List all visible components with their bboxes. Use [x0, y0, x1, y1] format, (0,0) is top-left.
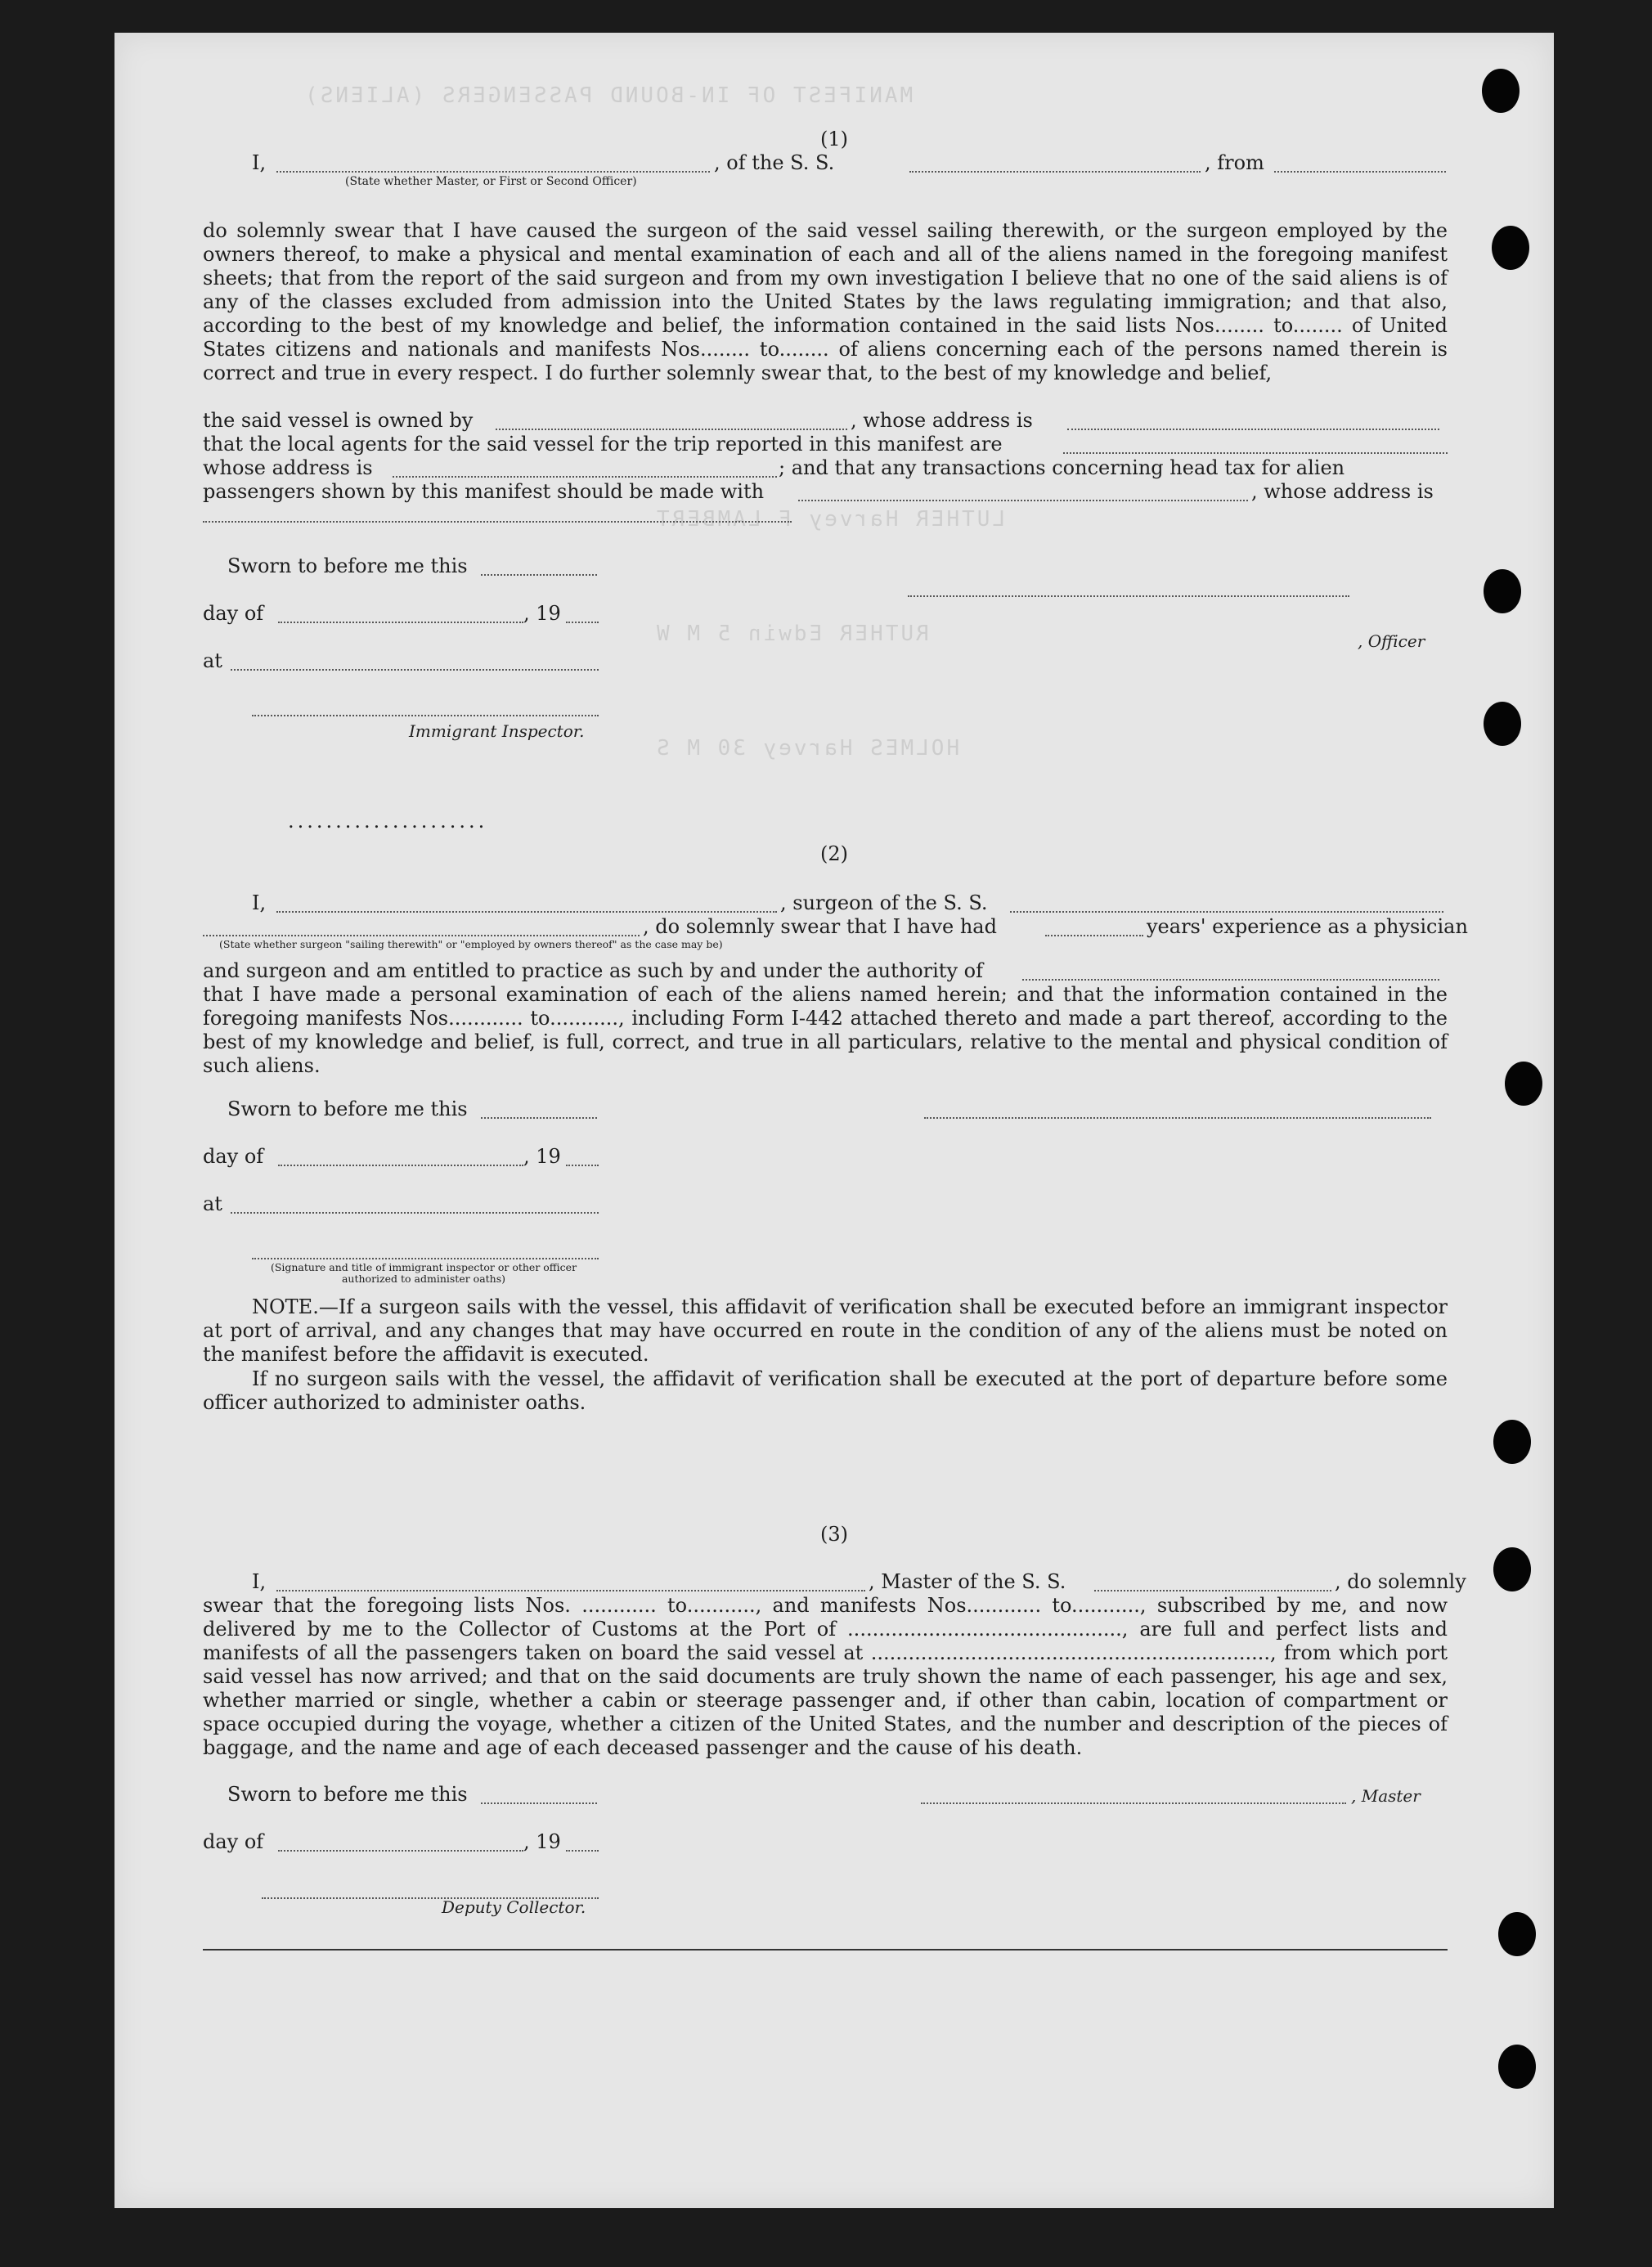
label-passengers: passengers shown by this manifest should be made with — [203, 480, 765, 503]
label-i: I, — [252, 891, 267, 914]
punch-hole — [1505, 1062, 1542, 1106]
label-transactions: ; and that any transactions concerning head tax for alien — [779, 456, 1345, 479]
authority-field[interactable] — [1022, 964, 1439, 981]
label-of-ss: , of the S. S. — [714, 151, 835, 174]
punch-hole — [1484, 702, 1521, 746]
label-day-of: day of — [203, 602, 264, 625]
label-year: , 19 — [523, 1145, 561, 1168]
bleed-through-text: MANIFEST OF IN-BOUND PASSENGERS (ALIENS) — [303, 83, 914, 108]
section-number: (3) — [820, 1523, 848, 1546]
owner-lines — [114, 409, 1554, 507]
section-1-jurat — [114, 554, 1554, 741]
inspector-signature-field[interactable] — [252, 700, 599, 716]
label-authority: and surgeon and am entitled to practice as such by and under the authority of — [203, 959, 983, 982]
bottom-rule — [203, 1949, 1448, 1951]
section-1-first-line — [114, 151, 1554, 200]
label-agent-address: whose address is — [203, 456, 373, 479]
bleed-through-text: LUTHER Harvey F LAMBERT — [654, 507, 1006, 532]
note-paragraph-2: If no surgeon sails with the vessel, the affidavit of verification shall be executed at the port of departure before some officer authorized to administer oaths. — [203, 1367, 1448, 1414]
master-name-field[interactable] — [276, 1575, 865, 1591]
sworn-year-field[interactable] — [566, 1150, 599, 1166]
officer-signature-field[interactable] — [908, 581, 1349, 597]
punch-hole — [1493, 1547, 1531, 1591]
label-years-experience: years' experience as a physician — [1147, 915, 1468, 938]
sworn-day-field[interactable] — [481, 1788, 597, 1804]
punch-hole — [1493, 1420, 1531, 1464]
label-master-of-ss: , Master of the S. S. — [869, 1570, 1066, 1593]
label-do-solemnly: , do solemnly — [1335, 1570, 1466, 1593]
agent-address-field[interactable] — [393, 461, 777, 478]
punch-hole — [1498, 2045, 1536, 2089]
master-signature-field[interactable] — [921, 1788, 1346, 1804]
master-vessel-field[interactable] — [1094, 1575, 1331, 1591]
sworn-month-field[interactable] — [278, 1150, 523, 1166]
vessel-name-field[interactable] — [909, 156, 1201, 173]
section-2-first-lines — [114, 891, 1554, 957]
label-at: at — [203, 1192, 222, 1215]
form-page — [114, 33, 1554, 2208]
inspector-signature-field[interactable] — [252, 1243, 599, 1259]
label-i: I, — [252, 151, 267, 174]
head-tax-address-field[interactable] — [203, 506, 792, 523]
bleed-through-text: RUTHER Edwin 5 M W — [654, 622, 929, 646]
label-local-agents: that the local agents for the said vessel for the trip reported in this manifest are — [203, 433, 1003, 456]
officer-caption: (State whether Master, or First or Second Officer) — [345, 175, 637, 188]
officer-name-field[interactable] — [276, 156, 710, 173]
from-port-field[interactable] — [1274, 156, 1446, 173]
note-paragraph-1: NOTE.—If a surgeon sails with the vessel, this affidavit of verification shall be executed before an immigrant inspector at port of arrival, and any changes that may have occurred en route in the condition of any of the aliens must be noted on the manifest before the affidavit is executed. — [203, 1295, 1448, 1366]
label-day-of: day of — [203, 1145, 264, 1168]
sworn-year-field[interactable] — [566, 1835, 599, 1852]
section-number: (2) — [820, 842, 848, 865]
label-day-of: day of — [203, 1830, 264, 1853]
punch-hole — [1484, 569, 1521, 613]
label-surgeon-of-ss: , surgeon of the S. S. — [780, 891, 988, 914]
years-experience-field[interactable] — [1045, 920, 1143, 936]
sworn-month-field[interactable] — [278, 607, 523, 623]
label-year: , 19 — [523, 1830, 561, 1853]
label-i: I, — [252, 1570, 267, 1593]
punch-hole — [1498, 1912, 1536, 1956]
label-deputy-collector: Deputy Collector. — [442, 1897, 586, 1917]
sworn-year-field[interactable] — [566, 607, 599, 623]
surgeon-caption: (State whether surgeon "sailing therewith" or "employed by owners thereof" as the case may be) — [219, 938, 723, 950]
authority-line — [114, 959, 1554, 984]
oath-paragraph-3: swear that the foregoing lists Nos. ............ to..........., and manifests Nos............ to..........., subscribed by me, and now delivered by me to the Collector of Customs at the Port of ............................................, are full and perfect lists and manifests of all the passengers taken on board the said vessel at ................................................................, from which port said vessel has now arrived; and that on the said documents are truly shown the name of each passenger, his age and sex, whether married or single, whether a cabin or steerage passenger and, if other than cabin, location of compartment or space occupied during the voyage, whether a citizen of the United States, and the number and description of the pieces of baggage, and the name and age of each deceased passenger and the cause of his death. — [203, 1594, 1448, 1759]
surgeon-name-field[interactable] — [276, 896, 777, 913]
section-number: (1) — [820, 128, 848, 150]
punch-hole — [1482, 69, 1520, 113]
label-whose-address-2: , whose address is — [1251, 480, 1434, 503]
section-2 — [114, 842, 1554, 866]
decorative-dot-leader: ..................... — [288, 810, 488, 833]
surgeon-type-field[interactable] — [203, 920, 640, 936]
label-officer: , Officer — [1358, 631, 1425, 651]
label-whose-address: , whose address is — [851, 409, 1033, 432]
section-3 — [114, 1523, 1554, 1546]
bleed-through-text: HOLMES Harvey 30 M S — [654, 736, 960, 761]
label-immigrant-inspector: Immigrant Inspector. — [409, 721, 585, 741]
owner-address-field[interactable] — [1067, 414, 1439, 430]
surgeon-vessel-field[interactable] — [1010, 896, 1443, 913]
oath-paragraph-2: that I have made a personal examination of each of the aliens named herein; and that the information contained in the foregoing manifests Nos............ to..........., including Form I-442 attached thereto and made a part thereof, according to the best of my knowledge and belief, is full, correct, and true in all particulars, relative to the mental and physical condition of such aliens. — [203, 983, 1448, 1077]
section-2-jurat — [114, 1098, 1554, 1277]
label-solemnly-swear: , do solemnly swear that I have had — [643, 915, 997, 938]
local-agents-field[interactable] — [1063, 438, 1448, 454]
label-owned-by: the said vessel is owned by — [203, 409, 474, 432]
sworn-place-field[interactable] — [231, 654, 599, 671]
label-sworn: Sworn to before me this — [227, 554, 468, 577]
label-master: , Master — [1351, 1786, 1421, 1806]
owner-field[interactable] — [496, 414, 847, 430]
label-sworn: Sworn to before me this — [227, 1783, 468, 1806]
oath-paragraph-1: do solemnly swear that I have caused the surgeon of the said vessel sailing therewith, or the surgeon employed by the owners thereof, to make a physical and mental examination of each and all of the aliens named in the foregoing manifest sheets; that from the report of the said surgeon and from my own investigation I believe that no one of the said aliens is of any of the classes excluded from admission into the United States by the laws regulating immigration; and that also, according to the best of my knowledge and belief, the information contained in the said lists Nos........ to........ of United States citizens and nationals and manifests Nos........ to........ of aliens concerning each of the persons named therein is correct and true in every respect. I do further solemnly swear that, to the best of my knowledge and belief, — [203, 219, 1448, 384]
label-at: at — [203, 649, 222, 672]
sworn-day-field[interactable] — [481, 1102, 597, 1119]
section-3-jurat — [114, 1783, 1554, 1917]
sworn-place-field[interactable] — [231, 1197, 599, 1214]
head-tax-contact-field[interactable] — [798, 485, 1248, 501]
surgeon-signature-field[interactable] — [924, 1102, 1431, 1119]
punch-hole — [1492, 226, 1529, 270]
label-sworn: Sworn to before me this — [227, 1098, 468, 1120]
sworn-month-field[interactable] — [278, 1835, 523, 1852]
section-1 — [114, 128, 1554, 151]
section-3-first-line — [114, 1570, 1554, 1595]
label-year: , 19 — [523, 602, 561, 625]
signature-caption: (Signature and title of immigrant inspector or other officer authorized to administer oaths) — [270, 1261, 577, 1285]
sworn-day-field[interactable] — [481, 559, 597, 576]
label-from: , from — [1205, 151, 1264, 174]
